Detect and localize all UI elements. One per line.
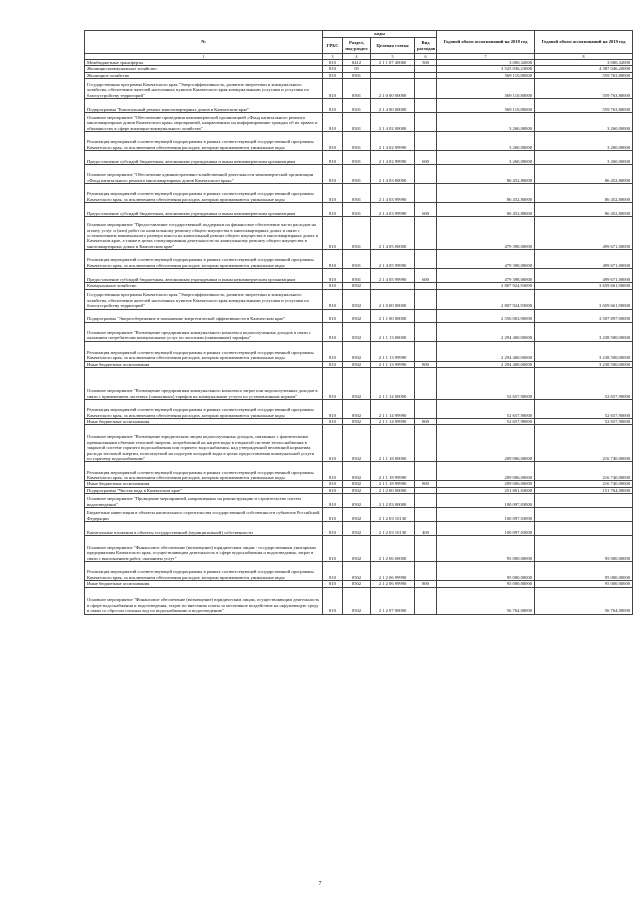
table-row <box>85 203 633 217</box>
row-name-cell: Основное мероприятие "Возмещение предприятиям коммунального комплекса недополученных доходов в связи с оказанием потребителям коммунальных услуг по льготным (сниженным) тарифам" <box>85 322 323 341</box>
table-row <box>85 132 633 151</box>
row-2018-value: 251 861,03000 <box>437 487 535 493</box>
row-vr-cell <box>415 289 437 309</box>
row-2019-value: 3 000,32000 <box>535 60 633 66</box>
row-vr-cell <box>415 508 437 522</box>
row-2019-value: 559 763,80000 <box>535 99 633 113</box>
row-grbs-cell: 810 <box>323 508 343 522</box>
row-grbs-cell: 810 <box>323 562 343 581</box>
row-grbs-cell: 810 <box>323 217 343 250</box>
table-row <box>85 462 633 481</box>
table-row <box>85 494 633 508</box>
row-name-cell: Иные бюджетные ассигнования <box>85 361 323 367</box>
row-csr-cell: 2 1 1 14 99990 <box>371 400 415 419</box>
row-grbs-cell: 810 <box>323 289 343 309</box>
row-2019-value <box>535 508 633 522</box>
row-razdel-cell: 0502 <box>343 508 371 522</box>
row-razdel-cell: 0501 <box>343 132 371 151</box>
row-2018-value: 3 525 036,23000 <box>437 66 535 72</box>
row-vr-cell <box>415 99 437 113</box>
header-razdel: Раздел, под-раздел <box>343 38 371 54</box>
header-codes: коды <box>323 31 437 38</box>
table-row <box>85 269 633 283</box>
row-2018-value: 2 807 924,93000 <box>437 289 535 309</box>
row-name-cell: Реализация мероприятий соответствующей подпрограммы в рамках соответствующей государственной программы Камчатского края, за исключением обеспечения расходов, которым присваиваются уникальные коды <box>85 132 323 151</box>
row-razdel-cell: 0502 <box>343 322 371 341</box>
row-grbs-cell: 810 <box>323 283 343 289</box>
row-2019-value: 216 740,00000 <box>535 462 633 481</box>
row-vr-cell: 500 <box>415 60 437 66</box>
table-row <box>85 425 633 462</box>
row-razdel-cell: 0501 <box>343 151 371 165</box>
row-csr-cell: 2 1 1 14 00000 <box>371 368 415 400</box>
row-csr-cell: 2 1 2 06 99990 <box>371 562 415 581</box>
row-csr-cell: 2 1 4 03 00000 <box>371 165 415 184</box>
row-name-cell: Иные бюджетные ассигнования <box>85 581 323 587</box>
row-vr-cell <box>415 587 437 614</box>
row-razdel-cell: 0502 <box>343 341 371 361</box>
table-row <box>85 113 633 132</box>
row-2019-value: 499 671,00000 <box>535 269 633 283</box>
row-2018-value: 95 000,00000 <box>437 581 535 587</box>
row-2019-value: 95 000,00000 <box>535 536 633 562</box>
table-row <box>85 587 633 614</box>
row-2019-value: 559 763,80000 <box>535 79 633 99</box>
row-2019-value: 3 260,00000 <box>535 151 633 165</box>
row-name-cell: Капитальные вложения в объекты государственной (муниципальной) собственности <box>85 522 323 536</box>
row-csr-cell: 2 1 0 00 00000 <box>371 79 415 99</box>
row-name-cell: Бюджетные инвестиции в объекты капитального строительства государственной собственности субъектов Российской Федерации <box>85 508 323 522</box>
row-2019-value: 3 659 661,90000 <box>535 289 633 309</box>
table-row <box>85 508 633 522</box>
row-2019-value: 95 000,00000 <box>535 581 633 587</box>
row-razdel-cell: 05 <box>343 66 371 72</box>
row-2019-value: 3 260,00000 <box>535 132 633 151</box>
row-name-cell: Иные бюджетные ассигнования <box>85 481 323 487</box>
table-row <box>85 562 633 581</box>
row-csr-cell: 2 1 1 13 00000 <box>371 322 415 341</box>
row-2019-value: 52 657,90000 <box>535 419 633 425</box>
row-name-cell: Предоставление субсидий бюджетным, автономным учреждениям и иным некоммерческим организациям <box>85 269 323 283</box>
row-2018-value: 100 097,03000 <box>437 522 535 536</box>
row-vr-cell <box>415 341 437 361</box>
row-grbs-cell: 810 <box>323 536 343 562</box>
row-csr-cell: 2 1 2 00 00000 <box>371 487 415 493</box>
row-2018-value: 479 398,00000 <box>437 250 535 269</box>
row-2018-value: 2 556 063,90000 <box>437 309 535 322</box>
row-grbs-cell: 810 <box>323 250 343 269</box>
row-grbs-cell: 810 <box>323 60 343 66</box>
row-vr-cell: 400 <box>415 522 437 536</box>
row-2018-value: 3 260,00000 <box>437 113 535 132</box>
row-2019-value: 3 507 897,90000 <box>535 309 633 322</box>
row-razdel-cell: 0501 <box>343 250 371 269</box>
row-csr-cell: 2 1 4 03 99990 <box>371 203 415 217</box>
row-2018-value: 2 807 924,93000 <box>437 283 535 289</box>
row-name-cell: Жилищное хозяйство <box>85 72 323 78</box>
row-vr-cell: 800 <box>415 581 437 587</box>
row-2018-value: 479 398,00000 <box>437 217 535 250</box>
row-2019-value: 499 671,00000 <box>535 217 633 250</box>
row-2019-value <box>535 522 633 536</box>
row-2019-value: 216 740,00000 <box>535 425 633 462</box>
row-razdel-cell: 0502 <box>343 425 371 462</box>
row-razdel-cell: 0502 <box>343 283 371 289</box>
row-razdel-cell: 0502 <box>343 487 371 493</box>
row-vr-cell <box>415 536 437 562</box>
row-razdel-cell: 0501 <box>343 99 371 113</box>
row-2019-value: 52 657,90000 <box>535 368 633 400</box>
row-2018-value: 209 006,00000 <box>437 481 535 487</box>
row-razdel-cell: 0502 <box>343 536 371 562</box>
row-name-cell: Основное мероприятие "Обеспечение административно-хозяйственной деятельности некоммерческой организации «Фонд капитального ремонта многоквартирных домов Камчатского края»" <box>85 165 323 184</box>
row-grbs-cell: 810 <box>323 165 343 184</box>
row-vr-cell <box>415 113 437 132</box>
row-csr-cell: 2 1 4 05 00000 <box>371 217 415 250</box>
row-razdel-cell: 0501 <box>343 217 371 250</box>
row-vr-cell <box>415 425 437 462</box>
row-2018-value: 3 260,00000 <box>437 132 535 151</box>
table-row <box>85 400 633 419</box>
row-csr-cell: 2 1 1 00 00000 <box>371 309 415 322</box>
row-vr-cell: 800 <box>415 419 437 425</box>
header-2018: Годовой объем ассигнований на 2018 год <box>437 31 535 54</box>
row-name-cell: Межбюджетные трансферты <box>85 60 323 66</box>
row-2018-value: 569 110,80000 <box>437 99 535 113</box>
row-csr-cell: 2 1 2 06 99990 <box>371 581 415 587</box>
table-row <box>85 165 633 184</box>
row-2018-value: 3 000,32000 <box>437 60 535 66</box>
row-grbs-cell: 810 <box>323 494 343 508</box>
row-vr-cell <box>415 368 437 400</box>
row-csr-cell: 2 1 4 02 99990 <box>371 132 415 151</box>
table-row <box>85 536 633 562</box>
table-row <box>85 99 633 113</box>
row-name-cell: Подпрограмма "Чистая вода в Камчатском крае" <box>85 487 323 493</box>
row-grbs-cell: 810 <box>323 132 343 151</box>
row-grbs-cell: 810 <box>323 72 343 78</box>
header-csr: Целевая статья <box>371 38 415 54</box>
row-2018-value: 52 657,90000 <box>437 400 535 419</box>
row-vr-cell <box>415 165 437 184</box>
table-row <box>85 368 633 400</box>
row-2018-value: 95 000,00000 <box>437 562 535 581</box>
row-grbs-cell: 810 <box>323 113 343 132</box>
row-name-cell: Реализация мероприятий соответствующей подпрограммы в рамках соответствующей государственной программы Камчатского края, за исключением обеспечения расходов, которым присваиваются уникальные коды <box>85 400 323 419</box>
row-2018-value: 100 097,03000 <box>437 494 535 508</box>
row-2019-value: 3 238 500,00000 <box>535 322 633 341</box>
table-header <box>85 31 633 54</box>
row-razdel-cell: 0502 <box>343 462 371 481</box>
table-row <box>85 341 633 361</box>
row-2018-value: 2 294 400,00000 <box>437 322 535 341</box>
table-row <box>85 289 633 309</box>
row-2019-value: 95 000,00000 <box>535 562 633 581</box>
row-name-cell: Основное мероприятие "Возмещение юридическим лицам недополученных доходов, связанных с фактическими превышениями объемов тепловой энергии, потребленной на нагрев воды в открытой системе теплоснабжения в закрытой системе горячего водоснабжения или горячего водоснабжения, над утвержденной величиной норматива расхода тепловой энергии, используемой на подогрев холодной воды в целях предоставления коммунальной услуги по горячему водоснабжению" <box>85 425 323 462</box>
index-cell: 3 <box>323 54 343 60</box>
row-2018-value: 86 452,80000 <box>437 203 535 217</box>
row-razdel-cell: 0501 <box>343 203 371 217</box>
row-name-cell: Основное мероприятие "Финансовое обеспечение (возмещение) юридическим лицам, осуществляющим деятельность в сфере водоснабжения и водоотведения, затрат по внесению платы за негативное воздействие на окружающую среду в связи со сбросом сточных вод по водоснабжению и водоотведению" <box>85 587 323 614</box>
row-razdel-cell: 0501 <box>343 269 371 283</box>
row-csr-cell: 2 1 4 05 99990 <box>371 269 415 283</box>
row-grbs-cell: 810 <box>323 151 343 165</box>
row-csr-cell: 2 1 1 18 99990 <box>371 462 415 481</box>
row-vr-cell: 600 <box>415 151 437 165</box>
row-csr-cell: 2 1 4 03 99990 <box>371 184 415 203</box>
row-csr-cell: 2 1 2 03 10130 <box>371 508 415 522</box>
row-vr-cell <box>415 494 437 508</box>
index-cell: 7 <box>437 54 535 60</box>
table-row <box>85 79 633 99</box>
row-2018-value: 86 452,80000 <box>437 165 535 184</box>
row-grbs-cell: 810 <box>323 581 343 587</box>
row-razdel-cell: 0501 <box>343 113 371 132</box>
row-razdel-cell: 0502 <box>343 400 371 419</box>
row-name-cell: Подпрограмма "Энергосбережение и повышение энергетической эффективности в Камчатском крае" <box>85 309 323 322</box>
row-csr-cell: 2 1 2 07 00000 <box>371 587 415 614</box>
row-name-cell: Основное мероприятие "Обеспечение проведения некоммерческой организацией «Фонд капитального ремонта многоквартирных домов Камчатского края» мероприятий, направленных на информирование граждан об их правах и обязанностях в сфере жилищно-коммунального хозяйства" <box>85 113 323 132</box>
row-grbs-cell: 810 <box>323 462 343 481</box>
row-csr-cell: 2 1 4 02 99990 <box>371 151 415 165</box>
row-2018-value: 3 260,00000 <box>437 151 535 165</box>
row-name-cell: Государственная программа Камчатского края "Энергоэффективность, развитие энергетики и коммунального хозяйства, обеспечение жителей населенных пунктов Камчатского края коммунальными услугами и услугами по благоустройству территорий" <box>85 289 323 309</box>
page-number: 7 <box>318 881 322 887</box>
row-grbs-cell: 810 <box>323 203 343 217</box>
row-name-cell: Реализация мероприятий соответствующей подпрограммы в рамках соответствующей государственной программы Камчатского края, за исключением обеспечения расходов, которым присваиваются уникальные коды <box>85 462 323 481</box>
row-grbs-cell: 810 <box>323 341 343 361</box>
row-2018-value: 209 006,00000 <box>437 462 535 481</box>
row-name-cell: Основное мероприятие "Предоставление государственной поддержки на финансовое обеспечение части расходов на оплату услуг и (или) работ по капитальному ремонту общего имущества в многоквартирных домах в связи с установлением минимального размера взноса на капитальный ремонт общего имущества в многоквартирных домах в Камчатском крае, а также в целях стимулирования деятельности по капитальному ремонту общего имущества в многоквартирных домах в Камчатском крае" <box>85 217 323 250</box>
row-2018-value: 86 452,80000 <box>437 184 535 203</box>
row-2019-value: 4 387 046,20000 <box>535 66 633 72</box>
row-vr-cell <box>415 250 437 269</box>
row-grbs-cell: 810 <box>323 322 343 341</box>
row-razdel-cell: 0502 <box>343 368 371 400</box>
row-csr-cell: 2 1 2 03 00000 <box>371 494 415 508</box>
row-vr-cell <box>415 322 437 341</box>
row-grbs-cell: 810 <box>323 587 343 614</box>
row-grbs-cell: 810 <box>323 522 343 536</box>
row-razdel-cell: 0501 <box>343 184 371 203</box>
row-grbs-cell: 810 <box>323 66 343 72</box>
index-cell: 6 <box>415 54 437 60</box>
row-2019-value: 86 452,80000 <box>535 165 633 184</box>
row-razdel-cell: 0412 <box>343 60 371 66</box>
row-csr-cell: 2 1 0 00 00000 <box>371 289 415 309</box>
row-2019-value: 3 238 500,00000 <box>535 361 633 367</box>
row-vr-cell: 600 <box>415 269 437 283</box>
row-2019-value: 86 452,80000 <box>535 203 633 217</box>
row-2018-value: 2 294 400,00000 <box>437 341 535 361</box>
row-2019-value: 151 764,00000 <box>535 487 633 493</box>
row-csr-cell: 2 1 1 18 00000 <box>371 425 415 462</box>
row-vr-cell: 600 <box>415 203 437 217</box>
row-vr-cell <box>415 79 437 99</box>
row-vr-cell <box>415 217 437 250</box>
row-razdel-cell: 0501 <box>343 72 371 78</box>
row-name-cell: Коммунальное хозяйство <box>85 283 323 289</box>
row-csr-cell: 2 1 2 03 10130 <box>371 522 415 536</box>
row-name-cell: Предоставление субсидий бюджетным, автономным учреждениям и иным некоммерческим организациям <box>85 203 323 217</box>
row-grbs-cell: 810 <box>323 79 343 99</box>
row-razdel-cell: 0502 <box>343 587 371 614</box>
row-vr-cell <box>415 462 437 481</box>
budget-table-page <box>84 30 632 615</box>
row-razdel-cell: 0501 <box>343 165 371 184</box>
row-csr-cell: 2 1 1 14 99990 <box>371 419 415 425</box>
row-grbs-cell: 810 <box>323 309 343 322</box>
row-name-cell: Реализация мероприятий соответствующей подпрограммы в рамках соответствующей государственной программы Камчатского края, за исключением обеспечения расходов, которым присваиваются уникальные коды <box>85 250 323 269</box>
row-razdel-cell: 0502 <box>343 581 371 587</box>
index-cell: 5 <box>371 54 415 60</box>
row-2018-value: 52 657,90000 <box>437 419 535 425</box>
row-grbs-cell: 810 <box>323 481 343 487</box>
row-2018-value: 56 764,00000 <box>437 587 535 614</box>
row-2018-value: 569 110,80000 <box>437 72 535 78</box>
row-grbs-cell: 810 <box>323 368 343 400</box>
table-body <box>85 54 633 615</box>
table-row <box>85 522 633 536</box>
budget-table <box>84 30 633 615</box>
row-grbs-cell: 810 <box>323 361 343 367</box>
row-razdel-cell: 0502 <box>343 361 371 367</box>
row-2018-value: 209 006,00000 <box>437 425 535 462</box>
row-razdel-cell: 0502 <box>343 494 371 508</box>
row-vr-cell: 800 <box>415 361 437 367</box>
row-csr-cell: 2 1 1 13 99990 <box>371 341 415 361</box>
index-cell: 1 <box>85 54 323 60</box>
row-2019-value <box>535 494 633 508</box>
row-2019-value: 52 657,90000 <box>535 400 633 419</box>
row-name-cell: Жилищно-коммунальное хозяйство <box>85 66 323 72</box>
row-grbs-cell: 810 <box>323 425 343 462</box>
row-csr-cell: 2 1 1 18 99990 <box>371 481 415 487</box>
row-csr-cell: 2 1 4 05 99990 <box>371 250 415 269</box>
row-grbs-cell: 810 <box>323 99 343 113</box>
row-razdel-cell: 0502 <box>343 562 371 581</box>
row-2018-value: 479 398,00000 <box>437 269 535 283</box>
row-2018-value: 95 000,00000 <box>437 536 535 562</box>
header-2019: Годовой объем ассигнований на 2019 год <box>535 31 633 54</box>
table-row <box>85 309 633 322</box>
row-vr-cell <box>415 562 437 581</box>
row-2018-value: 2 294 400,00000 <box>437 361 535 367</box>
row-name-cell: Основное мероприятие "Финансовое обеспечение (возмещение) юридическим лицам - государственным унитарным предприятиям Камчатского края, осуществляющим деятельность в сфере водоснабжения и водоотведения, затрат в связи с выполнением работ, оказанием услуг" <box>85 536 323 562</box>
row-name-cell: Реализация мероприятий соответствующей подпрограммы в рамках соответствующей государственной программы Камчатского края, за исключением обеспечения расходов, которым присваиваются уникальные коды <box>85 562 323 581</box>
row-name-cell: Подпрограмма "Капитальный ремонт многоквартирных домов в Камчатском крае" <box>85 99 323 113</box>
row-grbs-cell: 810 <box>323 487 343 493</box>
row-razdel-cell: 0502 <box>343 481 371 487</box>
row-csr-cell: 2 1 4 00 00000 <box>371 99 415 113</box>
row-razdel-cell: 0502 <box>343 289 371 309</box>
table-row <box>85 184 633 203</box>
row-vr-cell <box>415 132 437 151</box>
row-2019-value: 3 260,00000 <box>535 113 633 132</box>
row-razdel-cell: 0502 <box>343 309 371 322</box>
row-grbs-cell: 810 <box>323 269 343 283</box>
row-name-cell: Предоставление субсидий бюджетным, автономным учреждениям и иным некоммерческим организациям <box>85 151 323 165</box>
index-cell: 8 <box>535 54 633 60</box>
row-vr-cell <box>415 400 437 419</box>
row-2018-value: 569 110,80000 <box>437 79 535 99</box>
row-name-cell: Реализация мероприятий соответствующей подпрограммы в рамках соответствующей государственной программы Камчатского края, за исключением обеспечения расходов, которым присваиваются уникальные коды <box>85 184 323 203</box>
row-razdel-cell: 0502 <box>343 419 371 425</box>
row-grbs-cell: 810 <box>323 400 343 419</box>
row-2018-value: 100 097,03000 <box>437 508 535 522</box>
row-grbs-cell: 810 <box>323 419 343 425</box>
header-num: № <box>85 31 323 54</box>
row-csr-cell: 2 1 4 02 00000 <box>371 113 415 132</box>
row-vr-cell <box>415 309 437 322</box>
row-razdel-cell: 0502 <box>343 522 371 536</box>
row-2018-value: 52 657,90000 <box>437 368 535 400</box>
row-grbs-cell: 810 <box>323 184 343 203</box>
row-2019-value: 3 238 500,00000 <box>535 341 633 361</box>
row-2019-value: 56 764,00000 <box>535 587 633 614</box>
row-vr-cell: 800 <box>415 481 437 487</box>
table-row <box>85 151 633 165</box>
row-2019-value: 86 452,80000 <box>535 184 633 203</box>
header-vr: Вид расходов <box>415 38 437 54</box>
row-2019-value: 3 659 661,90000 <box>535 283 633 289</box>
row-name-cell: Иные бюджетные ассигнования <box>85 419 323 425</box>
row-csr-cell: 2 1 1 13 99990 <box>371 361 415 367</box>
row-name-cell: Основное мероприятие "Проведение мероприятий, направленных на реконструкцию и строительство систем водоотведения" <box>85 494 323 508</box>
table-row <box>85 217 633 250</box>
table-row <box>85 250 633 269</box>
row-razdel-cell: 0501 <box>343 79 371 99</box>
row-2019-value: 559 763,80000 <box>535 72 633 78</box>
row-vr-cell <box>415 184 437 203</box>
row-csr-cell: 2 1 2 06 00000 <box>371 536 415 562</box>
index-cell: 4 <box>343 54 371 60</box>
table-row <box>85 322 633 341</box>
row-2019-value: 499 671,00000 <box>535 250 633 269</box>
row-name-cell: Государственная программа Камчатского края "Энергоэффективность, развитие энергетики и коммунального хозяйства, обеспечение жителей населенных пунктов Камчатского края коммунальными услугами и услугами по благоустройству территорий" <box>85 79 323 99</box>
header-grbs: ГРБС <box>323 38 343 54</box>
row-name-cell: Основное мероприятие "Возмещение предприятиям коммунального комплекса затрат или недополученных доходов в связи с применением льготных (сниженных) тарифов на коммунальные услуги по установленным нормам" <box>85 368 323 400</box>
row-csr-cell: 2 1 1 07 40060 <box>371 60 415 66</box>
row-name-cell: Реализация мероприятий соответствующей подпрограммы в рамках соответствующей государственной программы Камчатского края, за исключением обеспечения расходов, которым присваиваются уникальные коды <box>85 341 323 361</box>
row-2019-value: 216 740,00000 <box>535 481 633 487</box>
